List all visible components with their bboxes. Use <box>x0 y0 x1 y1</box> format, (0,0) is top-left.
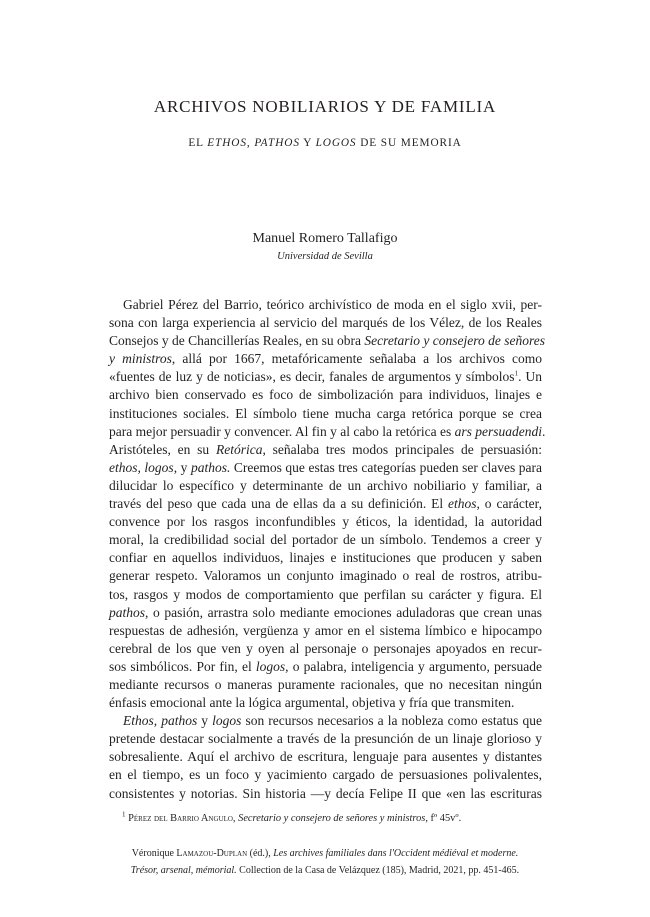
subtitle-suffix: DE SU MEMORIA <box>356 137 462 149</box>
footnote-work: Secretario y consejero de señores y ministros <box>238 813 426 824</box>
footnote-author: Pérez del Barrio Angulo <box>128 813 233 824</box>
text-line: y ministros, allá por 1667, metafóricamente señalaba a los archivos como <box>109 351 542 367</box>
body-text <box>109 296 546 803</box>
subtitle-and: Y <box>299 137 316 149</box>
author-name: Manuel Romero Tallafigo <box>252 231 398 246</box>
text-line: tos, rasgos y modos de comportamiento que perfilan su carácter y figura. El <box>109 586 542 602</box>
text-line: pretende destacar socialmente a través de la presunción de un linaje glorioso y <box>109 731 542 747</box>
text-line: cerebral de los que ven y oyen al personaje o personajes apoyados en recur- <box>109 640 542 656</box>
article-subtitle <box>0 136 650 150</box>
text-line: «fuentes de luz y de noticias», es decir, fanales de argumentos y símbolos$^1$. Un <box>109 369 542 385</box>
text-line: instituciones sociales. El símbolo tiene mucha carga retórica porque se crea <box>109 405 542 421</box>
subtitle-prefix: EL <box>188 137 208 149</box>
citation-line: Véronique Lamazou-Duplan (éd.), Les archives familiales dans l'Occident médiéval et moderne. <box>131 848 519 859</box>
text-line: respuestas de adhesión, vergüenza y amor en el sistema límbico e hipocampo <box>109 622 542 638</box>
text-line: sos simbólicos. Por fin, el logos, o palabra, inteligencia y argumento, persuade <box>109 658 542 674</box>
subtitle-pathos: PATHOS <box>254 137 300 149</box>
text-line: sobresaliente. Aquí el archivo de escritura, lenguaje para ausentes y distantes <box>109 749 542 765</box>
text-line: para mejor persuadir y convencer. Al fin y al cabo la retórica es ars persuadendi. <box>109 423 546 439</box>
subtitle-ethos: ETHOS <box>207 137 247 149</box>
text-line: dilucidar lo específico y determinante de un archivo nobiliario y familiar, a <box>109 477 542 493</box>
footnote: $^1$ Pérez del Barrio Angulo, Secretario y consejero de señores y ministros, fº 45vº. <box>122 810 462 824</box>
text-line: en el tiempo, es un foco y yacimiento cargado de persuasiones polivalentes, <box>109 767 542 783</box>
footnote-ref[interactable]: 1 <box>514 369 519 378</box>
text-line: consistentes y notorias. Sin historia —y decía Felipe II que «en las escrituras <box>109 785 542 801</box>
text-line: Aristóteles, en su Retórica, señalaba tres modos principales de persuasión: <box>109 441 542 457</box>
subtitle-sep: , <box>246 137 255 149</box>
author-affiliation: Universidad de Sevilla <box>277 251 373 262</box>
text-line: pathos, o pasión, arrastra solo mediante emociones aduladoras que crean unas <box>109 604 542 620</box>
text-line: ethos, logos, y pathos. Creemos que estas tres categorías pueden ser claves para <box>109 459 542 475</box>
text-line: archivo bien conservado es foco de simbolización para individuos, linajes e <box>109 387 542 403</box>
source-citation <box>0 845 650 879</box>
text-line: Gabriel Pérez del Barrio, teórico archivístico de moda en el siglo xvii, per- <box>123 297 542 312</box>
text-line: Consejos y de Chancillerías Reales, en su obra Secretario y consejero de señores <box>109 333 546 349</box>
text-line: moral, la credibilidad social del portador de un símbolo. Tendemos a creer y <box>109 532 542 548</box>
subtitle-logos: LOGOS <box>315 137 357 149</box>
text-line: Ethos, pathos y logos son recursos necesarios a la nobleza como estatus que <box>123 713 542 729</box>
article-title: ARCHIVOS NOBILIARIOS Y DE FAMILIA <box>153 97 497 116</box>
text-line: través del peso que cada una de ellas da a su definición. El ethos, o carácter, <box>109 496 542 512</box>
text-line: confiar en aquellos individuos, linajes e instituciones que producen y saben <box>109 550 542 566</box>
text-line: mediante recursos o maneras puramente racionales, que no necesitan ningún <box>109 676 542 692</box>
footnote-number: 1 <box>122 810 126 819</box>
text-line: énfasis emocional ante la lógica argumental, objetiva y fría que transmiten. <box>109 695 515 711</box>
text-line: sona con larga experiencia al servicio del marqués de los Vélez, de los Reales <box>109 315 542 331</box>
citation-line: Trésor, arsenal, mémorial. Collection de la Casa de Velázquez (185), Madrid, 2021, pp. 451-465. <box>130 865 520 876</box>
text-line: convence por los rasgos inconfundibles y éticos, la identidad, la autoridad <box>109 514 542 530</box>
text-line: generar respeto. Valoramos un conjunto imaginado o real de rostros, atribu- <box>109 568 542 584</box>
